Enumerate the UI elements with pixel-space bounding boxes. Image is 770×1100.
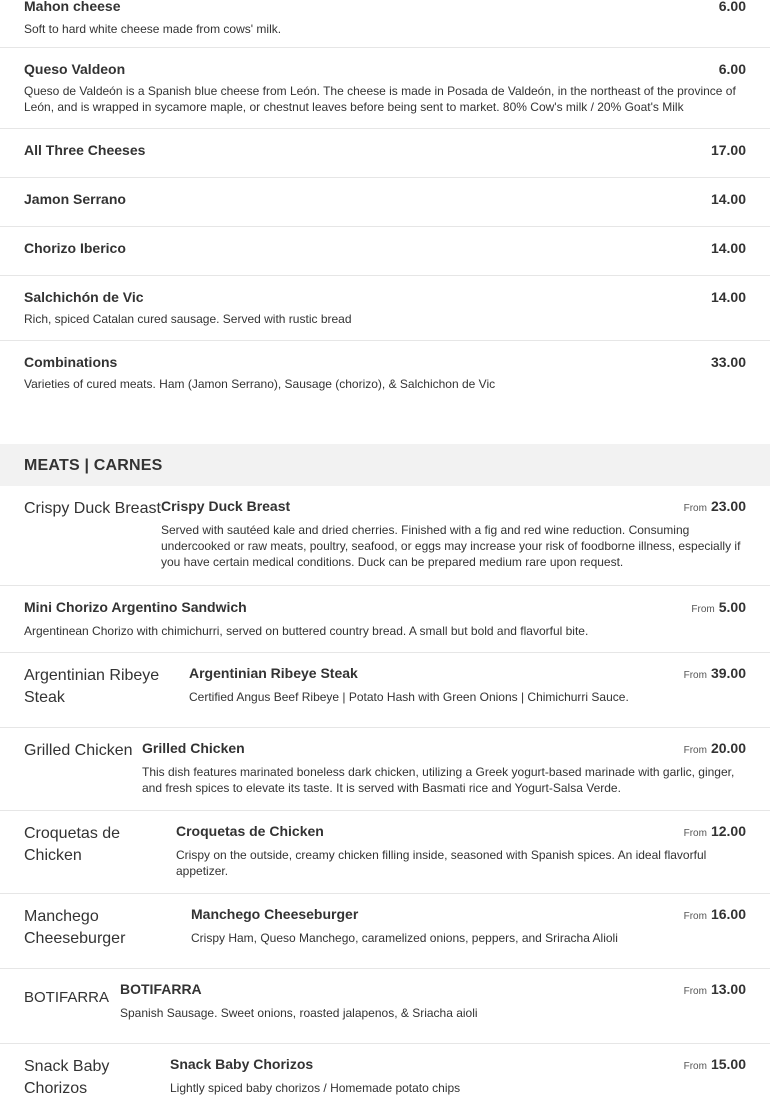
from-label: From	[683, 745, 707, 756]
section-header	[0, 444, 770, 486]
item-image: Croquetas de Chicken	[24, 825, 121, 864]
menu-item[interactable]	[0, 728, 770, 811]
item-image: Crispy Duck Breast	[24, 500, 161, 517]
item-name: Argentinian Ribeye Steak	[189, 665, 358, 681]
from-label: From	[691, 604, 715, 615]
menu-item[interactable]	[0, 1044, 770, 1097]
from-label: From	[683, 911, 707, 922]
item-description: Crispy Ham, Queso Manchego, caramelized onions, peppers, and Sriracha Alioli	[191, 931, 618, 945]
menu-item[interactable]	[0, 178, 770, 227]
item-description: This dish features marinated boneless dark chicken, utilizing a Greek yogurt-based marinade with garlic, ginger, and fresh spices to elevate its taste. It is served with Basmati rice and Yogurt-Salsa Verde.	[142, 765, 735, 795]
item-name: Chorizo Iberico	[24, 240, 126, 256]
menu-item[interactable]	[0, 653, 770, 728]
item-price: From 20.00	[683, 740, 746, 756]
item-name: Grilled Chicken	[142, 740, 245, 756]
item-name: All Three Cheeses	[24, 142, 146, 158]
item-price: From 13.00	[683, 981, 746, 997]
item-name: Manchego Cheeseburger	[191, 906, 359, 922]
item-price: 6.00	[718, 0, 746, 14]
menu-item[interactable]	[0, 48, 770, 129]
item-description: Rich, spiced Catalan cured sausage. Served with rustic bread	[24, 312, 352, 326]
item-description: Soft to hard white cheese made from cows' milk.	[24, 22, 282, 36]
item-price: 17.00	[710, 142, 746, 158]
item-description: Served with sautéed kale and dried cherries. Finished with a fig and red wine reduction. Consuming undercooked or raw meats, poultry, seafood, or eggs may increase your risk of foodborne illness, especially if you have certain medical conditions. Duck can be prepared medium rare upon request.	[161, 523, 741, 569]
item-price: From 12.00	[683, 823, 746, 839]
item-name: Combinations	[24, 354, 118, 370]
item-name: Snack Baby Chorizos	[170, 1056, 314, 1072]
item-price: 6.00	[718, 61, 746, 77]
menu-item[interactable]	[0, 894, 770, 969]
from-label: From	[683, 503, 707, 514]
item-image: Grilled Chicken	[24, 742, 133, 759]
menu-item[interactable]	[0, 486, 770, 586]
item-price: From 16.00	[683, 906, 746, 922]
item-price: From 23.00	[683, 498, 746, 514]
from-label: From	[683, 986, 707, 997]
item-description: Queso de Valdeón is a Spanish blue cheese from León. The cheese is made in Posada de Valdeón, in the northeast of the province of León, and is wrapped in sycamore maple, or chestnut leaves before being sent to market. 80% Cow's milk / 20% Goat's Milk	[24, 84, 736, 114]
item-name: Salchichón de Vic	[24, 289, 144, 305]
menu-item[interactable]	[0, 0, 770, 48]
section-title: MEATS | CARNES	[24, 457, 163, 474]
item-price: From 15.00	[683, 1056, 746, 1072]
from-label: From	[683, 1061, 707, 1072]
item-description: Spanish Sausage. Sweet onions, roasted jalapenos, & Sriacha aioli	[120, 1006, 478, 1020]
item-description: Argentinean Chorizo with chimichurri, served on buttered country bread. A small but bold and flavorful bite.	[24, 624, 589, 638]
menu-item[interactable]	[0, 811, 770, 894]
item-name: Jamon Serrano	[24, 191, 126, 207]
item-image: Snack Baby Chorizos	[24, 1058, 110, 1097]
item-name: Mahon cheese	[24, 0, 121, 14]
item-image: Argentinian Ribeye Steak	[24, 667, 160, 706]
item-description: Varieties of cured meats. Ham (Jamon Serrano), Sausage (chorizo), & Salchichon de Vic	[24, 377, 496, 391]
item-description: Certified Angus Beef Ribeye | Potato Hash with Green Onions | Chimichurri Sauce.	[189, 690, 629, 704]
item-image: Manchego Cheeseburger	[24, 908, 126, 947]
item-image: BOTIFARRA	[24, 989, 110, 1006]
item-name: Queso Valdeon	[24, 61, 126, 77]
item-name: Crispy Duck Breast	[161, 498, 291, 514]
menu-item[interactable]	[0, 969, 770, 1044]
item-price: 14.00	[710, 240, 746, 256]
from-label: From	[683, 828, 707, 839]
item-name: Mini Chorizo Argentino Sandwich	[24, 599, 247, 615]
item-price: 14.00	[710, 289, 746, 305]
item-description: Lightly spiced baby chorizos / Homemade potato chips	[170, 1081, 461, 1095]
menu-item[interactable]	[0, 276, 770, 341]
item-description: Crispy on the outside, creamy chicken filling inside, seasoned with Spanish spices. An ideal flavorful appetizer.	[176, 848, 707, 878]
item-price: From 39.00	[683, 665, 746, 681]
menu-item[interactable]	[0, 586, 770, 653]
item-price: 33.00	[710, 354, 746, 370]
menu-item[interactable]	[0, 341, 770, 401]
item-price: From 5.00	[691, 599, 746, 615]
menu-item[interactable]	[0, 227, 770, 276]
item-price: 14.00	[710, 191, 746, 207]
from-label: From	[683, 670, 707, 681]
menu-item[interactable]	[0, 129, 770, 178]
item-name: BOTIFARRA	[120, 981, 202, 997]
item-name: Croquetas de Chicken	[176, 823, 324, 839]
